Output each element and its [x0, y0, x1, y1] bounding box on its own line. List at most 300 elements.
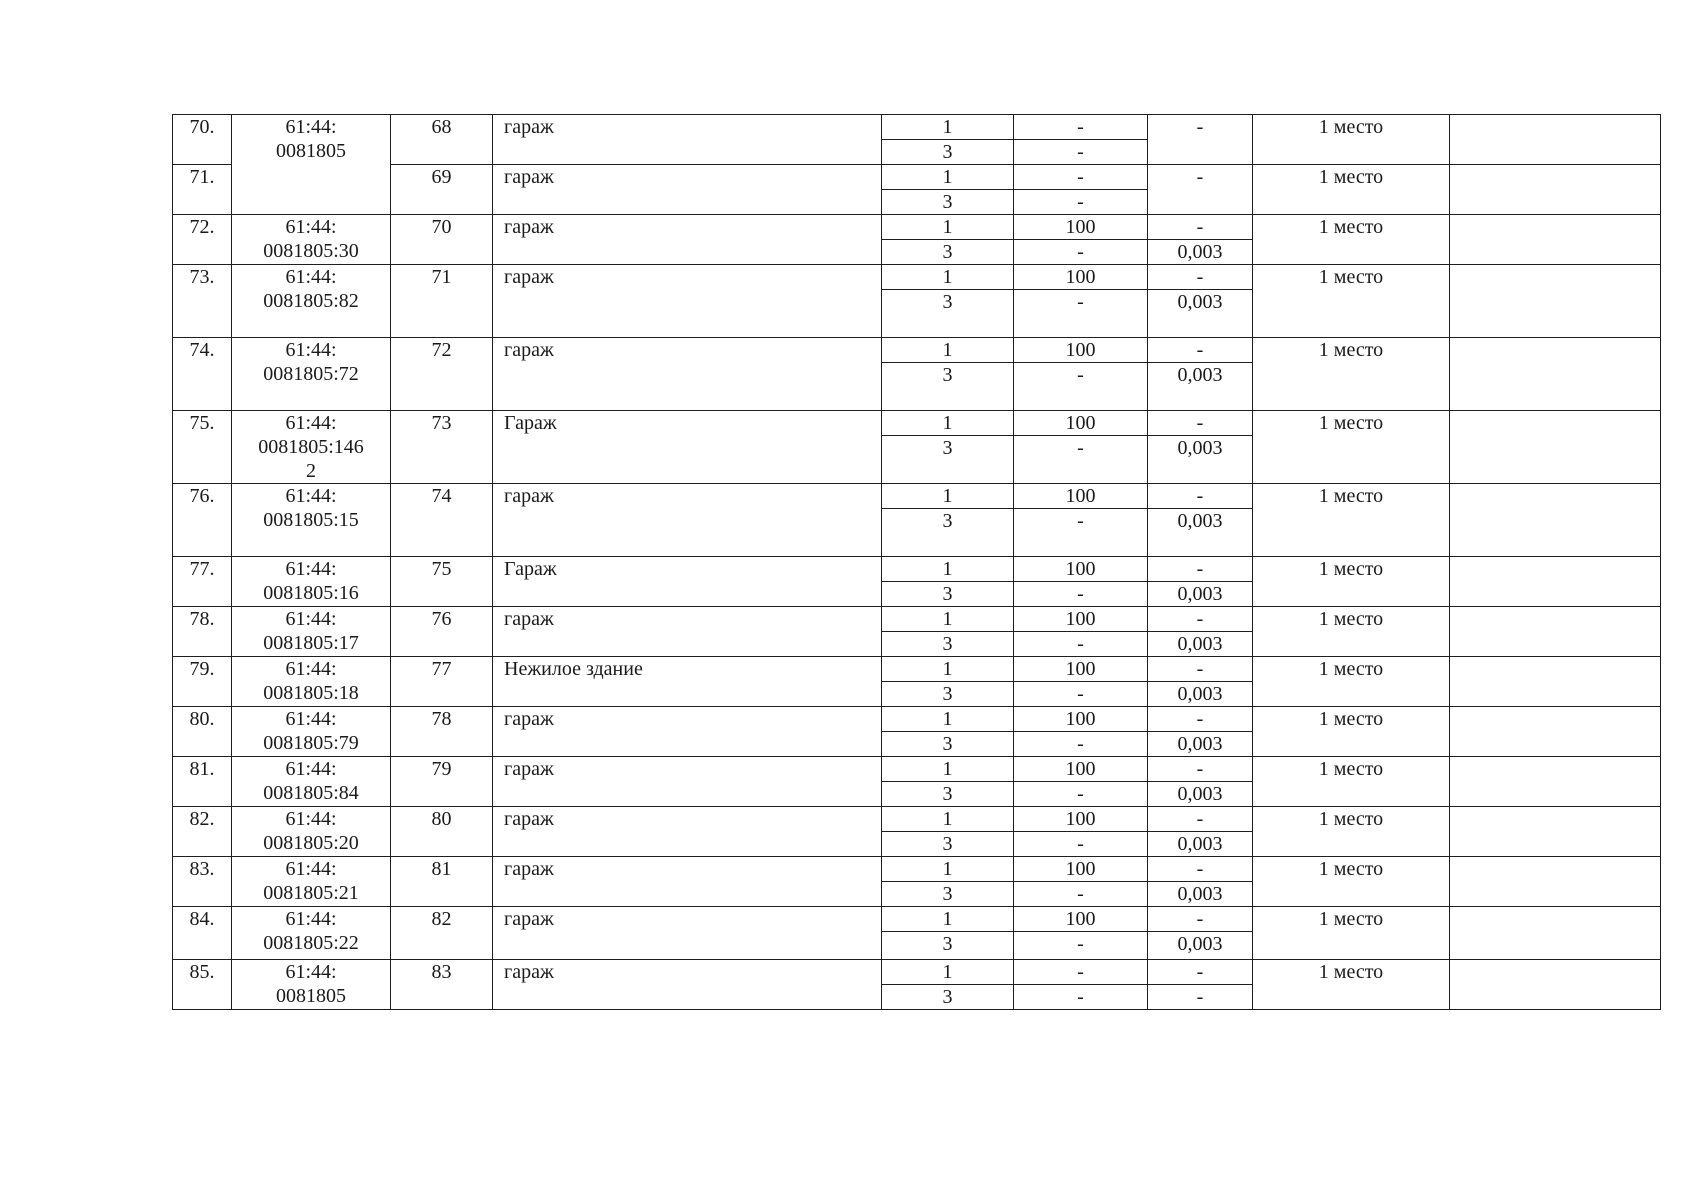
value-a — [882, 140, 1014, 165]
cadastral-number-text: 0081805:21 — [263, 882, 359, 904]
value-b-text: - — [1077, 883, 1084, 905]
value-b-text: - — [1077, 986, 1084, 1008]
value-b — [1014, 607, 1148, 632]
value-b-text: - — [1077, 510, 1084, 532]
cadastral-number-text: 2 — [306, 460, 316, 482]
empty-cell — [1450, 557, 1661, 607]
object-name — [493, 484, 882, 557]
value-c — [1148, 682, 1253, 707]
table-row — [173, 265, 1661, 290]
value-c-text: 0,003 — [1177, 364, 1223, 386]
place-count-text: 1 место — [1318, 412, 1384, 434]
value-b — [1014, 265, 1148, 290]
value-c — [1148, 632, 1253, 657]
object-name — [493, 411, 882, 484]
object-name — [493, 757, 882, 807]
row-number — [173, 960, 232, 1010]
object-name-text: гараж — [504, 266, 554, 288]
cadastral-number — [232, 411, 391, 484]
cadastral-number-text: 61:44: — [285, 412, 337, 434]
value-c-text: - — [1196, 658, 1204, 680]
object-name — [493, 657, 882, 707]
value-c — [1148, 757, 1253, 782]
table-row — [173, 907, 1661, 932]
value-b-text: - — [1077, 833, 1084, 855]
value-a-text: 3 — [942, 437, 953, 459]
position-number-text: 80 — [431, 808, 452, 830]
value-a-text: 1 — [942, 339, 953, 361]
table-row — [173, 338, 1661, 363]
value-b — [1014, 782, 1148, 807]
place-count-text: 1 место — [1318, 908, 1384, 930]
cadastral-number-text: 61:44: — [285, 558, 337, 580]
value-a — [882, 907, 1014, 932]
value-b-text: 100 — [1065, 858, 1096, 880]
row-number-text: 74. — [189, 339, 215, 361]
cadastral-number-text: 0081805:20 — [263, 832, 359, 854]
place-count-text: 1 место — [1318, 858, 1384, 880]
value-c-text: 0,003 — [1177, 583, 1223, 605]
row-number — [173, 757, 232, 807]
value-b — [1014, 757, 1148, 782]
value-b-text: 100 — [1065, 412, 1096, 434]
value-a — [882, 857, 1014, 882]
value-b-text: 100 — [1065, 608, 1096, 630]
empty-cell — [1450, 338, 1661, 411]
place-count-text: 1 место — [1318, 558, 1384, 580]
place-count-text: 1 место — [1318, 658, 1384, 680]
cadastral-number-text: 0081805:72 — [263, 363, 359, 385]
value-a — [882, 782, 1014, 807]
value-a-text: 1 — [942, 558, 953, 580]
value-a — [882, 338, 1014, 363]
value-b-text: 100 — [1065, 339, 1096, 361]
object-name-text: гараж — [504, 758, 554, 780]
cadastral-number — [232, 807, 391, 857]
position-number — [391, 757, 493, 807]
value-b-text: - — [1077, 583, 1084, 605]
cadastral-number-text: 61:44: — [285, 608, 337, 630]
value-c-text: - — [1196, 858, 1204, 880]
value-a — [882, 882, 1014, 907]
value-a — [882, 732, 1014, 757]
place-count-text: 1 место — [1318, 216, 1384, 238]
value-b-text: 100 — [1065, 708, 1096, 730]
position-number — [391, 607, 493, 657]
value-c — [1148, 707, 1253, 732]
table-row — [173, 960, 1661, 985]
value-a — [882, 932, 1014, 960]
cadastral-number-text: 61:44: — [285, 658, 337, 680]
value-a — [882, 632, 1014, 657]
place-count-text: 1 место — [1318, 608, 1384, 630]
value-c-text: 0,003 — [1177, 291, 1223, 313]
object-name — [493, 807, 882, 857]
object-name-text: гараж — [504, 608, 554, 630]
cadastral-number-text: 0081805:22 — [263, 932, 359, 954]
position-number — [391, 338, 493, 411]
value-a-text: 3 — [942, 510, 953, 532]
position-number — [391, 411, 493, 484]
value-b — [1014, 882, 1148, 907]
row-number — [173, 338, 232, 411]
cadastral-number-text: 61:44: — [285, 708, 337, 730]
place-count — [1253, 265, 1450, 338]
value-c-text: - — [1196, 758, 1204, 780]
position-number — [391, 165, 493, 215]
place-count — [1253, 657, 1450, 707]
value-a-text: 1 — [942, 412, 953, 434]
position-number-text: 70 — [431, 216, 452, 238]
place-count-text: 1 место — [1318, 116, 1384, 138]
row-number-text: 84. — [189, 908, 215, 930]
value-a-text: 1 — [942, 608, 953, 630]
empty-cell — [1450, 657, 1661, 707]
table-row — [173, 557, 1661, 582]
value-c — [1148, 215, 1253, 240]
value-c — [1148, 907, 1253, 932]
value-a-text: 1 — [942, 708, 953, 730]
value-a — [882, 436, 1014, 484]
object-name-text: Нежилое здание — [504, 658, 643, 680]
value-c-text: 0,003 — [1177, 883, 1223, 905]
value-c-text: - — [1196, 608, 1204, 630]
table-row — [173, 411, 1661, 436]
cadastral-number-text: 61:44: — [285, 758, 337, 780]
value-a — [882, 290, 1014, 338]
position-number — [391, 265, 493, 338]
value-c — [1148, 657, 1253, 682]
table-row — [173, 215, 1661, 240]
value-b — [1014, 165, 1148, 190]
row-number — [173, 807, 232, 857]
cadastral-number — [232, 265, 391, 338]
cadastral-number-text: 61:44: — [285, 858, 337, 880]
position-number-text: 75 — [431, 558, 452, 580]
value-c-text: 0,003 — [1177, 683, 1223, 705]
value-a — [882, 363, 1014, 411]
value-c-text: - — [1196, 558, 1204, 580]
object-name-text: гараж — [504, 116, 554, 138]
value-a-text: 1 — [942, 658, 953, 680]
value-c — [1148, 732, 1253, 757]
value-a-text: 1 — [942, 166, 953, 188]
row-number-text: 70. — [189, 116, 215, 138]
position-number-text: 82 — [431, 908, 452, 930]
value-a-text: 3 — [942, 683, 953, 705]
object-name-text: гараж — [504, 708, 554, 730]
value-b — [1014, 732, 1148, 757]
object-name-text: Гараж — [504, 558, 557, 580]
value-a — [882, 215, 1014, 240]
row-number — [173, 557, 232, 607]
place-count — [1253, 338, 1450, 411]
empty-cell — [1450, 807, 1661, 857]
value-a — [882, 757, 1014, 782]
position-number-text: 78 — [431, 708, 452, 730]
row-number-text: 80. — [189, 708, 215, 730]
place-count — [1253, 757, 1450, 807]
value-b-text: - — [1077, 141, 1084, 163]
value-b — [1014, 707, 1148, 732]
row-number — [173, 165, 232, 215]
row-number — [173, 857, 232, 907]
value-c — [1148, 411, 1253, 436]
document-sheet — [172, 114, 1661, 1010]
value-c — [1148, 807, 1253, 832]
value-b-text: 100 — [1065, 758, 1096, 780]
value-b-text: - — [1077, 364, 1084, 386]
place-count-text: 1 место — [1318, 485, 1384, 507]
value-c — [1148, 240, 1253, 265]
value-a-text: 3 — [942, 191, 953, 213]
value-b-text: 100 — [1065, 266, 1096, 288]
cadastral-number — [232, 960, 391, 1010]
value-a-text: 1 — [942, 908, 953, 930]
empty-cell — [1450, 707, 1661, 757]
position-number-text: 77 — [431, 658, 452, 680]
value-a-text: 3 — [942, 241, 953, 263]
value-b-text: 100 — [1065, 908, 1096, 930]
value-b — [1014, 240, 1148, 265]
cadastral-number — [232, 215, 391, 265]
value-c-text: 0,003 — [1177, 833, 1223, 855]
value-c — [1148, 832, 1253, 857]
value-c — [1148, 265, 1253, 290]
position-number — [391, 907, 493, 960]
cadastral-number — [232, 707, 391, 757]
place-count — [1253, 807, 1450, 857]
position-number — [391, 657, 493, 707]
place-count — [1253, 607, 1450, 657]
cadastral-number-text: 0081805:84 — [263, 782, 359, 804]
value-b — [1014, 190, 1148, 215]
value-c-text: - — [1196, 908, 1204, 930]
place-count — [1253, 857, 1450, 907]
row-number-text: 76. — [189, 485, 215, 507]
row-number — [173, 411, 232, 484]
position-number — [391, 707, 493, 757]
value-b-text: - — [1077, 961, 1084, 983]
value-a-text: 3 — [942, 883, 953, 905]
value-a-text: 1 — [942, 961, 953, 983]
value-b — [1014, 363, 1148, 411]
cadastral-number-text: 61:44: — [285, 339, 337, 361]
value-b — [1014, 115, 1148, 140]
position-number-text: 68 — [431, 116, 452, 138]
row-number — [173, 115, 232, 165]
value-b-text: - — [1077, 116, 1084, 138]
object-name-text: гараж — [504, 908, 554, 930]
row-number — [173, 607, 232, 657]
object-name — [493, 215, 882, 265]
empty-cell — [1450, 907, 1661, 960]
object-name-text: гараж — [504, 166, 554, 188]
value-c-text: - — [1196, 339, 1204, 361]
position-number-text: 81 — [431, 858, 452, 880]
value-c — [1148, 932, 1253, 960]
cadastral-number — [232, 338, 391, 411]
value-b — [1014, 582, 1148, 607]
value-b — [1014, 557, 1148, 582]
value-c-text: 0,003 — [1177, 241, 1223, 263]
table-row — [173, 165, 1661, 190]
value-b — [1014, 632, 1148, 657]
cadastral-number — [232, 115, 391, 215]
value-c-text: 0,003 — [1177, 633, 1223, 655]
object-name-text: гараж — [504, 339, 554, 361]
cadastral-number-text: 0081805:18 — [263, 682, 359, 704]
table-row — [173, 707, 1661, 732]
value-b-text: - — [1077, 783, 1084, 805]
value-a-text: 3 — [942, 291, 953, 313]
value-b — [1014, 832, 1148, 857]
value-a — [882, 484, 1014, 509]
object-name — [493, 707, 882, 757]
value-b — [1014, 140, 1148, 165]
value-c-text: - — [1196, 961, 1204, 983]
row-number — [173, 907, 232, 960]
value-b — [1014, 985, 1148, 1010]
value-c — [1148, 985, 1253, 1010]
empty-cell — [1450, 215, 1661, 265]
value-c — [1148, 115, 1253, 165]
value-a — [882, 607, 1014, 632]
value-b-text: - — [1077, 933, 1084, 955]
cadastral-number — [232, 557, 391, 607]
row-number-text: 75. — [189, 412, 215, 434]
cadastral-number — [232, 484, 391, 557]
place-count — [1253, 115, 1450, 165]
place-count-text: 1 место — [1318, 758, 1384, 780]
value-c-text: - — [1196, 986, 1204, 1008]
value-a-text: 1 — [942, 116, 953, 138]
place-count — [1253, 484, 1450, 557]
cadastral-number-text: 0081805:15 — [263, 509, 359, 531]
row-number — [173, 215, 232, 265]
place-count-text: 1 место — [1318, 266, 1384, 288]
empty-cell — [1450, 165, 1661, 215]
cadastral-number-text: 61:44: — [285, 908, 337, 930]
value-c-text: 0,003 — [1177, 933, 1223, 955]
empty-cell — [1450, 411, 1661, 484]
value-c-text: - — [1196, 412, 1204, 434]
position-number-text: 74 — [431, 485, 452, 507]
object-name — [493, 338, 882, 411]
row-number-text: 78. — [189, 608, 215, 630]
object-name — [493, 115, 882, 165]
value-b-text: 100 — [1065, 558, 1096, 580]
row-number-text: 82. — [189, 808, 215, 830]
value-b-text: 100 — [1065, 808, 1096, 830]
table-row — [173, 115, 1661, 140]
value-a-text: 3 — [942, 141, 953, 163]
position-number-text: 76 — [431, 608, 452, 630]
value-a-text: 3 — [942, 783, 953, 805]
value-b — [1014, 290, 1148, 338]
cadastral-number-text: 61:44: — [285, 116, 337, 138]
row-number-text: 72. — [189, 216, 215, 238]
row-number-text: 85. — [189, 961, 215, 983]
cadastral-number — [232, 857, 391, 907]
value-b-text: - — [1077, 683, 1084, 705]
value-b-text: - — [1077, 241, 1084, 263]
value-b-text: - — [1077, 437, 1084, 459]
value-c — [1148, 557, 1253, 582]
place-count-text: 1 место — [1318, 808, 1384, 830]
row-number — [173, 265, 232, 338]
object-name — [493, 557, 882, 607]
cadastral-number-text: 61:44: — [285, 808, 337, 830]
value-a-text: 1 — [942, 858, 953, 880]
value-a — [882, 115, 1014, 140]
value-b-text: - — [1077, 633, 1084, 655]
value-b — [1014, 807, 1148, 832]
value-c — [1148, 436, 1253, 484]
value-a-text: 1 — [942, 485, 953, 507]
cadastral-number-text: 0081805:146 — [258, 436, 364, 458]
table-row — [173, 607, 1661, 632]
place-count-text: 1 место — [1318, 708, 1384, 730]
value-c-text: - — [1196, 166, 1204, 188]
cadastral-number — [232, 607, 391, 657]
position-number-text: 71 — [431, 266, 452, 288]
row-number — [173, 707, 232, 757]
cadastral-number-text: 0081805:17 — [263, 632, 359, 654]
value-b — [1014, 436, 1148, 484]
place-count — [1253, 960, 1450, 1010]
place-count — [1253, 215, 1450, 265]
value-b — [1014, 857, 1148, 882]
position-number-text: 79 — [431, 758, 452, 780]
table-row — [173, 757, 1661, 782]
place-count — [1253, 165, 1450, 215]
cadastral-number-text: 61:44: — [285, 961, 337, 983]
object-name-text: гараж — [504, 216, 554, 238]
empty-cell — [1450, 115, 1661, 165]
cadastral-number-text: 0081805:82 — [263, 290, 359, 312]
value-a — [882, 985, 1014, 1010]
value-c-text: - — [1196, 708, 1204, 730]
value-c — [1148, 782, 1253, 807]
value-b — [1014, 960, 1148, 985]
value-a — [882, 411, 1014, 436]
value-c — [1148, 509, 1253, 557]
table-row — [173, 857, 1661, 882]
position-number — [391, 557, 493, 607]
value-b-text: 100 — [1065, 216, 1096, 238]
value-c-text: - — [1196, 216, 1204, 238]
place-count-text: 1 место — [1318, 339, 1384, 361]
row-number — [173, 484, 232, 557]
cadastral-number-text: 61:44: — [285, 216, 337, 238]
row-number-text: 73. — [189, 266, 215, 288]
object-name — [493, 960, 882, 1010]
value-a — [882, 582, 1014, 607]
property-register-table — [172, 114, 1661, 1010]
position-number — [391, 857, 493, 907]
cadastral-number — [232, 757, 391, 807]
value-b-text: - — [1077, 291, 1084, 313]
object-name-text: гараж — [504, 485, 554, 507]
object-name — [493, 907, 882, 960]
value-c — [1148, 882, 1253, 907]
value-a-text: 1 — [942, 266, 953, 288]
value-c — [1148, 484, 1253, 509]
row-number-text: 77. — [189, 558, 215, 580]
value-b-text: 100 — [1065, 485, 1096, 507]
value-a — [882, 509, 1014, 557]
